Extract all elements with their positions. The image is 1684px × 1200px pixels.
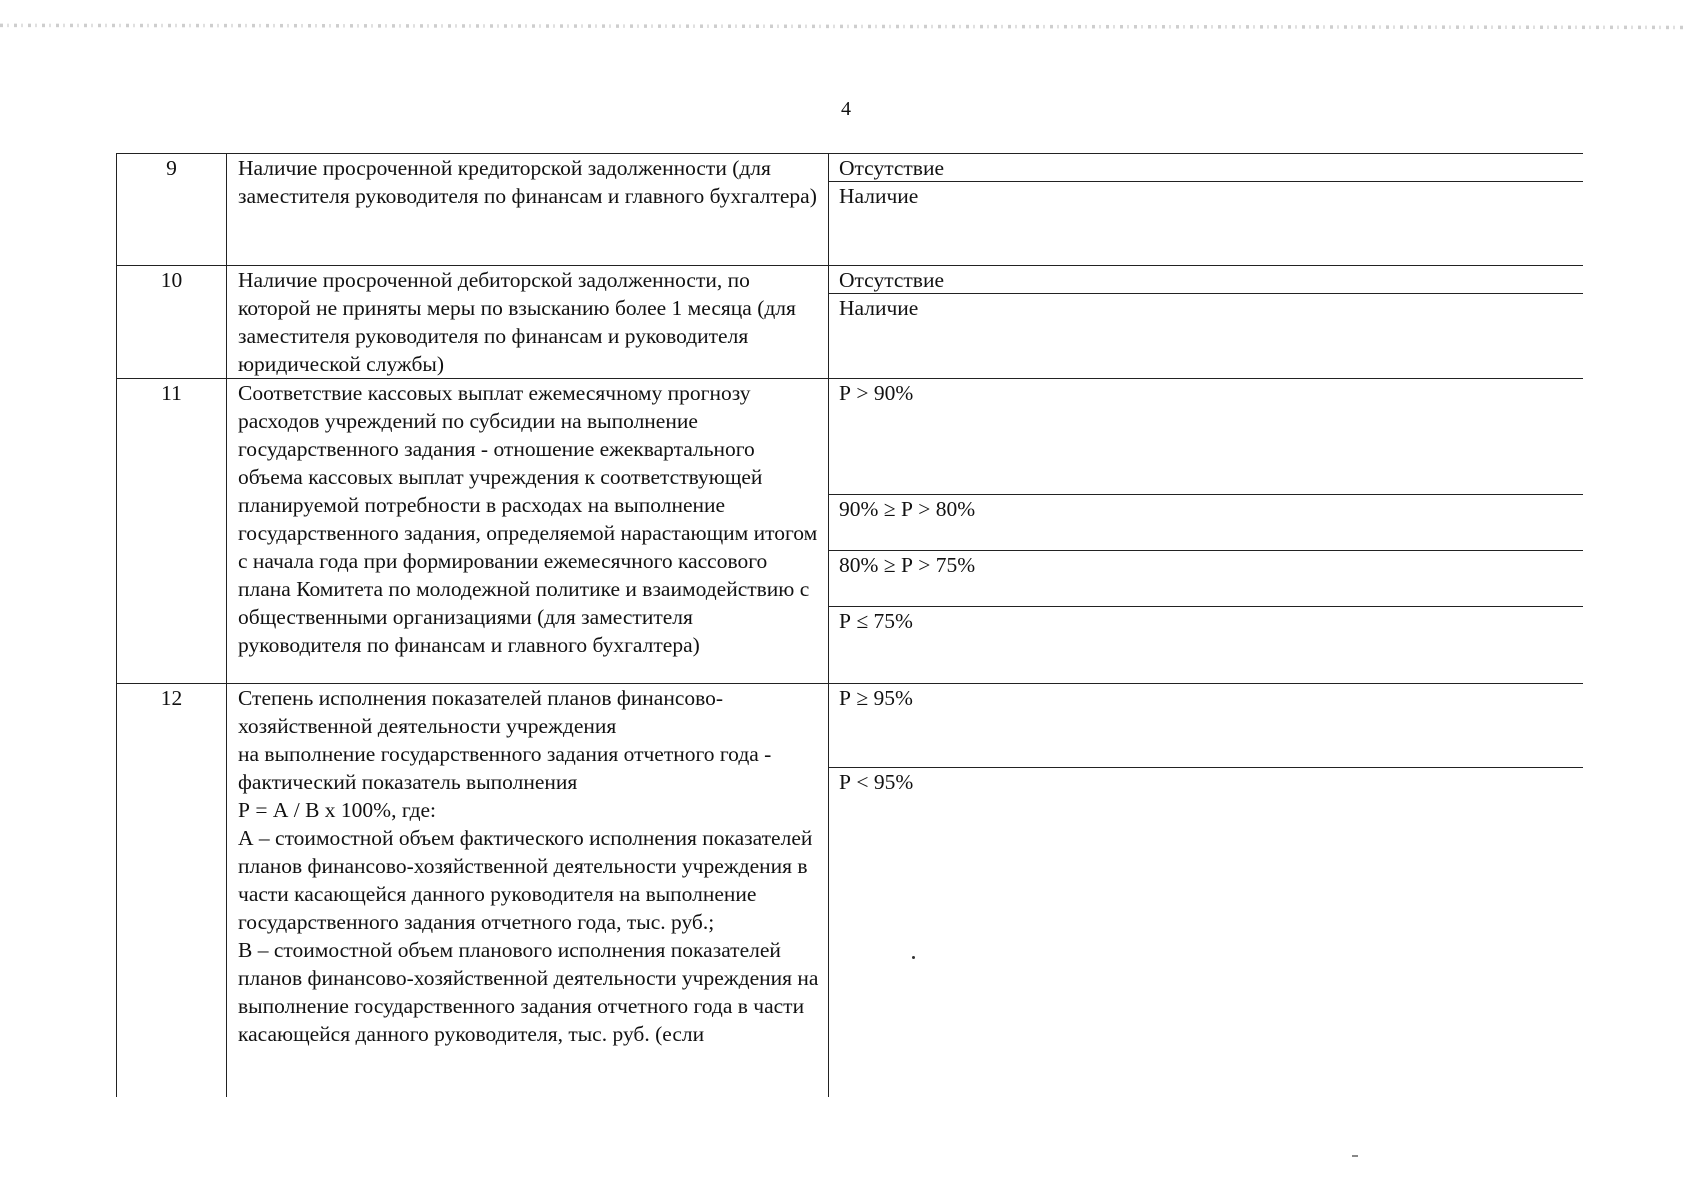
value-option: 90% ≥ Р > 80% [829,495,1583,551]
value-option: Р ≥ 95% [829,684,1583,768]
criteria-table-container [116,153,1583,1097]
table-row [117,154,1584,266]
criterion-name: Наличие просроченной кредиторской задолженности (для заместителя руководителя по финансам и главного бухгалтера) [227,154,829,266]
page-number: 4 [841,98,851,120]
row-number: 12 [117,684,227,1098]
table-row [117,684,1584,1098]
scan-speck [912,956,915,959]
criteria-table [116,153,1583,1097]
row-number: 11 [117,379,227,684]
row-number: 9 [117,154,227,266]
table-row [117,266,1584,379]
value-option: Отсутствие [829,266,1583,294]
scan-speck [1352,1155,1358,1157]
criterion-line: Степень исполнения показателей планов финансово-хозяйственной деятельности учреждения [238,686,724,738]
criterion-values [829,379,1584,684]
criterion-name [227,684,829,1098]
scan-artifact-line [0,18,1684,32]
value-option: Наличие [839,184,919,208]
value-option: Р > 90% [829,379,1583,495]
value-option: Р ≤ 75% [839,609,913,633]
table-row [117,379,1584,684]
criterion-values [829,266,1584,379]
criterion-line: на выполнение государственного задания отчетного года - фактический показатель выполнения [238,742,772,794]
row-number: 10 [117,266,227,379]
criterion-formula: Р = А / В х 100%, где: [238,798,437,822]
criterion-values [829,154,1584,266]
criterion-name: Соответствие кассовых выплат ежемесячному прогнозу расходов учреждений по субсидии на выполнение государственного задания - отношение ежеквартального объема кассовых выплат учреждения к соответствующей планируемой потребности в расходах на выполнение государственного задания, определяемой нарастающим итогом с начала года при формировании ежемесячного кассового плана Комитета по молодежной политике и взаимодействию с общественными организациями (для заместителя руководителя по финансам и главного бухгалтера) [227,379,829,684]
value-option: Отсутствие [829,154,1583,182]
criterion-name: Наличие просроченной дебиторской задолженности, по которой не приняты меры по взысканию более 1 месяца (для заместителя руководителя по финансам и руководителя юридической службы) [227,266,829,379]
criterion-line: В – стоимостной объем планового исполнения показателей планов финансово-хозяйственной деятельности учреждения на выполнение государственного задания отчетного года в части касающейся данного руководителя, тыс. руб. (если [238,938,819,1046]
criterion-values [829,684,1584,1098]
value-option: 80% ≥ Р > 75% [829,551,1583,607]
value-option: Р < 95% [839,770,914,794]
value-option: Наличие [839,296,919,320]
criterion-line: А – стоимостной объем фактического исполнения показателей планов финансово-хозяйственной деятельности учреждения в части касающейся данного руководителя на выполнение государственного задания отчетного года, тыс. руб.; [238,826,813,934]
